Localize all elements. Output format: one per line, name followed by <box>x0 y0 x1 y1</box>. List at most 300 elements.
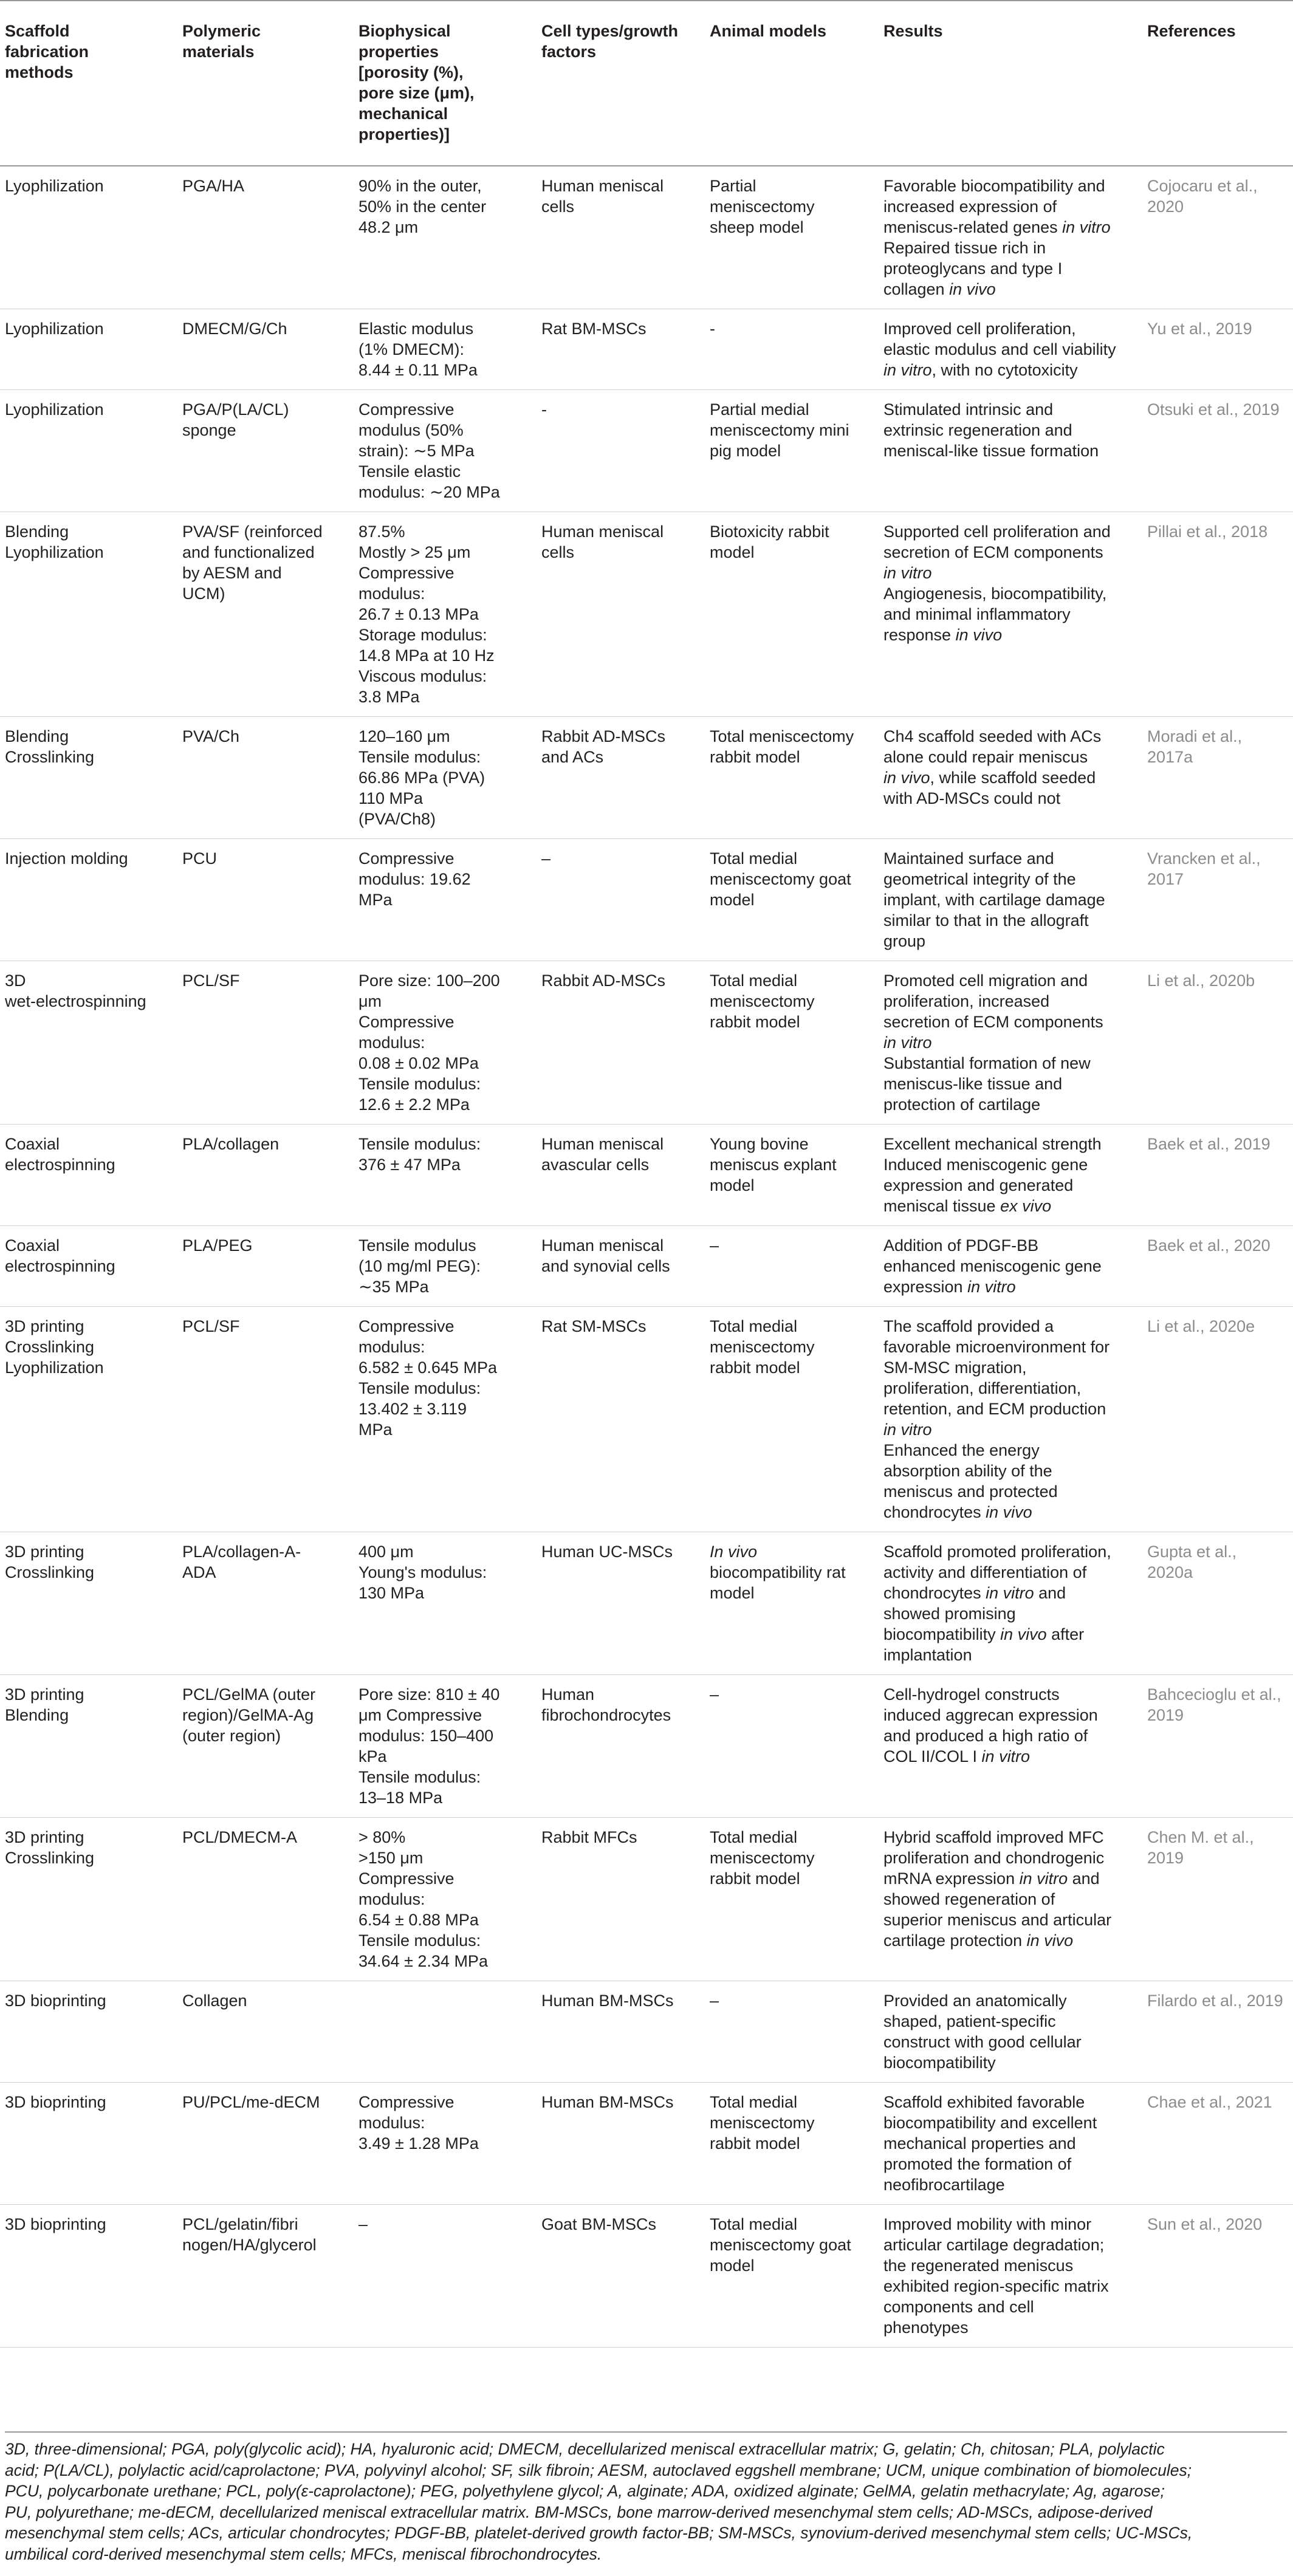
materials-cell-line: PVA/Ch <box>182 727 240 745</box>
cells-cell-line: cells <box>541 543 575 561</box>
results-cell-line: implantation <box>883 1646 972 1664</box>
cells-cell <box>533 839 701 961</box>
table-row <box>0 1675 1293 1818</box>
properties-cell-line: 8.44 ± 0.11 MPa <box>358 361 478 379</box>
method-cell <box>0 512 174 717</box>
animal-model-cell-line: meniscectomy <box>710 992 815 1010</box>
results-cell <box>875 839 1139 961</box>
italic-term: in vitro <box>883 1033 932 1052</box>
results-cell-line: with AD-MSCs could not <box>883 789 1061 807</box>
results-cell-line: group <box>883 932 926 950</box>
footnote-line: umbilical cord-derived mesenchymal stem cells; MFCs, meniscal fibrochondrocytes. <box>5 2544 602 2563</box>
results-cell-line: mechanical properties and <box>883 2134 1076 2153</box>
results-cell-line: geometrical integrity of the <box>883 870 1076 888</box>
results-cell-line: Excellent mechanical strength <box>883 1135 1102 1153</box>
materials-cell <box>174 717 350 839</box>
results-cell-line <box>883 1419 1130 1440</box>
table-row <box>0 1125 1293 1226</box>
animal-model-cell-line: – <box>710 1992 719 2010</box>
properties-cell-line: Compressive <box>358 564 454 582</box>
properties-cell-line: 13.402 ± 3.119 <box>358 1400 467 1418</box>
properties-cell-line: Compressive <box>358 849 454 868</box>
properties-cell-line: kPa <box>358 1747 387 1766</box>
animal-model-cell-line: Total medial <box>710 971 798 990</box>
results-cell-line: proliferation and chondrogenic <box>883 1849 1105 1867</box>
reference-cell[interactable] <box>1139 390 1293 512</box>
results-cell <box>875 309 1139 390</box>
results-cell-line: biocompatibility and excellent <box>883 2114 1097 2132</box>
results-cell-line: shaped, patient-specific <box>883 2012 1056 2030</box>
cells-cell-line: and synovial cells <box>541 1257 670 1275</box>
results-cell-line: Addition of PDGF-BB <box>883 1236 1039 1255</box>
animal-model-cell <box>701 1818 875 1981</box>
header-method <box>0 1 174 166</box>
materials-cell-line: PLA/PEG <box>182 1236 253 1255</box>
results-cell-line: collagen in vivo <box>883 280 996 298</box>
animal-model-cell <box>701 1675 875 1818</box>
properties-cell-line: strain): ∼5 MPa <box>358 442 475 460</box>
cells-cell <box>533 2205 701 2348</box>
properties-cell-line: Compressive <box>358 400 454 419</box>
header-properties-line: [porosity (%), <box>358 63 464 81</box>
properties-cell-line: >150 μm <box>358 1849 424 1867</box>
table-body <box>0 166 1293 2348</box>
animal-model-cell-line: meniscectomy <box>710 1338 815 1356</box>
header-properties-line: pore size (μm), <box>358 84 475 102</box>
reference-cell-line: Baek et al., 2020 <box>1147 1236 1271 1255</box>
table-row <box>0 1818 1293 1981</box>
properties-cell-line: 6.582 ± 0.645 MPa <box>358 1358 497 1377</box>
method-cell-line: Crosslinking <box>5 1563 95 1581</box>
footnote-line: acid; P(LA/CL), polylactic acid/caprolactone; PVA, polyvinyl alcohol; SF, silk fibroin; AESM, autoclaved eggshell membrane; UCM, unique combination of biomolecules; <box>5 2461 1192 2479</box>
results-cell-line: meniscus-like tissue and <box>883 1075 1063 1093</box>
method-cell-line: Lyophilization <box>5 320 104 338</box>
table-row <box>0 2083 1293 2205</box>
reference-cell-line: 2017 <box>1147 870 1184 888</box>
results-cell <box>875 390 1139 512</box>
reference-cell-line: Chen M. et al., <box>1147 1828 1254 1846</box>
properties-cell-line: Pore size: 810 ± 40 <box>358 1685 500 1704</box>
reference-cell[interactable] <box>1139 1675 1293 1818</box>
header-properties-line: mechanical <box>358 104 448 123</box>
reference-cell-line: Otsuki et al., 2019 <box>1147 400 1280 419</box>
animal-model-cell <box>701 717 875 839</box>
cells-cell-line: Rat SM-MSCs <box>541 1317 646 1335</box>
animal-model-cell-line: Total medial <box>710 2093 798 2111</box>
animal-model-cell-line: pig model <box>710 442 781 460</box>
results-cell-line: favorable microenvironment for <box>883 1338 1110 1356</box>
cells-cell-line: cells <box>541 197 575 216</box>
reference-cell-line: Li et al., 2020e <box>1147 1317 1255 1335</box>
properties-cell-line: Elastic modulus <box>358 320 474 338</box>
animal-model-cell <box>701 2205 875 2348</box>
animal-model-cell <box>701 1532 875 1675</box>
cells-cell-line: Rabbit AD-MSCs <box>541 727 666 745</box>
animal-model-cell-line: – <box>710 1236 719 1255</box>
animal-model-cell-line: biocompatibility rat <box>710 1563 846 1581</box>
method-cell <box>0 717 174 839</box>
properties-cell-line: 50% in the center <box>358 197 487 216</box>
reference-cell[interactable] <box>1139 1226 1293 1307</box>
results-cell <box>875 512 1139 717</box>
reference-cell-line: 2017a <box>1147 748 1193 766</box>
header-method-line: fabrication <box>5 43 89 61</box>
materials-cell <box>174 1818 350 1981</box>
method-cell-line: 3D printing <box>5 1317 84 1335</box>
cells-cell-line: - <box>541 400 547 419</box>
properties-cell-line: (10 mg/ml PEG): <box>358 1257 481 1275</box>
results-cell-line: induced aggrecan expression <box>883 1706 1098 1724</box>
properties-cell-line: 14.8 MPa at 10 Hz <box>358 646 495 665</box>
method-cell <box>0 1226 174 1307</box>
properties-cell-line: 66.86 MPa (PVA) <box>358 769 485 787</box>
materials-cell <box>174 390 350 512</box>
italic-term: in vivo <box>1000 1625 1047 1643</box>
header-references <box>1139 1 1293 166</box>
reference-cell[interactable] <box>1139 839 1293 961</box>
results-cell-line: exhibited region-specific matrix <box>883 2277 1109 2295</box>
reference-cell[interactable] <box>1139 166 1293 309</box>
properties-cell-line: Viscous modulus: <box>358 667 487 685</box>
properties-cell-line: 87.5% <box>358 522 405 541</box>
reference-cell[interactable] <box>1139 717 1293 839</box>
properties-cell-line: modulus: 19.62 <box>358 870 471 888</box>
cells-cell <box>533 1125 701 1226</box>
cells-cell-line: fibrochondrocytes <box>541 1706 671 1724</box>
results-cell-line: implant, with cartilage damage <box>883 891 1105 909</box>
properties-cell-line: 376 ± 47 MPa <box>358 1156 461 1174</box>
animal-model-cell-line: Total medial <box>710 2215 798 2233</box>
results-cell-line: construct with good cellular <box>883 2033 1082 2051</box>
method-cell <box>0 390 174 512</box>
method-cell-line: 3D bioprinting <box>5 2093 106 2111</box>
properties-cell-line: modulus: <box>358 1338 425 1356</box>
header-materials <box>174 1 350 166</box>
properties-cell <box>350 1125 533 1226</box>
results-cell-line: alone could repair meniscus <box>883 748 1088 766</box>
results-cell-line: increased expression of <box>883 197 1057 216</box>
reference-cell[interactable] <box>1139 512 1293 717</box>
properties-cell-line: Tensile modulus: <box>358 748 481 766</box>
cells-cell-line: and ACs <box>541 748 604 766</box>
animal-model-cell <box>701 1981 875 2083</box>
properties-cell-line: 34.64 ± 2.34 MPa <box>358 1952 488 1970</box>
results-cell-line: showed regeneration of <box>883 1890 1055 1908</box>
animal-model-cell <box>701 1125 875 1226</box>
properties-cell-line: 120–160 μm <box>358 727 450 745</box>
cells-cell-line: – <box>541 849 551 868</box>
cells-cell-line: Human BM-MSCs <box>541 2093 674 2111</box>
animal-model-cell <box>701 839 875 961</box>
method-cell <box>0 1307 174 1532</box>
results-cell-line: Promoted cell migration and <box>883 971 1088 990</box>
properties-cell-line: (1% DMECM): <box>358 340 464 358</box>
results-cell-line: Substantial formation of new <box>883 1054 1091 1072</box>
reference-cell[interactable] <box>1139 1125 1293 1226</box>
materials-cell-line: DMECM/G/Ch <box>182 320 287 338</box>
results-cell-line: meniscal-like tissue formation <box>883 442 1099 460</box>
properties-cell-line: 13–18 MPa <box>358 1789 443 1807</box>
cells-cell <box>533 717 701 839</box>
materials-cell-line: region)/GelMA-Ag <box>182 1706 314 1724</box>
materials-cell <box>174 1226 350 1307</box>
reference-cell[interactable] <box>1139 2083 1293 2205</box>
results-cell-line: Improved cell proliferation, <box>883 320 1076 338</box>
results-cell-line: COL II/COL I in vitro <box>883 1747 1031 1766</box>
cells-cell-line: Rabbit MFCs <box>541 1828 637 1846</box>
header-properties-line: properties <box>358 43 439 61</box>
results-cell-line: biocompatibility in vivo after <box>883 1625 1085 1643</box>
results-cell <box>875 1532 1139 1675</box>
italic-term: in vivo <box>883 769 930 787</box>
method-cell-line: 3D <box>5 971 26 990</box>
animal-model-cell-line: meniscectomy <box>710 197 815 216</box>
reference-cell-line: Pillai et al., 2018 <box>1147 522 1268 541</box>
properties-cell-line: Compressive <box>358 1013 454 1031</box>
results-cell-line: retention, and ECM production <box>883 1400 1106 1418</box>
animal-model-cell-line: Total medial <box>710 1317 798 1335</box>
results-cell-line: articular cartilage degradation; <box>883 2236 1105 2254</box>
table-header <box>0 1 1293 166</box>
reference-cell[interactable] <box>1139 309 1293 390</box>
properties-cell-line: MPa <box>358 891 393 909</box>
header-animal <box>701 1 875 166</box>
animal-model-cell <box>701 309 875 390</box>
properties-cell-line: Tensile modulus <box>358 1236 476 1255</box>
animal-model-cell-line: rabbit model <box>710 1869 800 1888</box>
cells-cell-line: Human meniscal <box>541 1135 664 1153</box>
method-cell <box>0 1532 174 1675</box>
materials-cell <box>174 309 350 390</box>
properties-cell-line: μm <box>358 992 382 1010</box>
results-cell-line: neofibrocartilage <box>883 2176 1005 2194</box>
animal-model-cell <box>701 390 875 512</box>
results-cell-line: in vivo, while scaffold seeded <box>883 769 1096 787</box>
materials-cell <box>174 1125 350 1226</box>
cells-cell <box>533 1532 701 1675</box>
reference-cell[interactable] <box>1139 1532 1293 1675</box>
results-cell <box>875 166 1139 309</box>
reference-cell[interactable] <box>1139 1818 1293 1981</box>
results-cell-line: in vitro, with no cytotoxicity <box>883 361 1078 379</box>
results-cell-line: extrinsic regeneration and <box>883 421 1072 439</box>
properties-cell-line: Mostly > 25 μm <box>358 543 471 561</box>
reference-cell[interactable] <box>1139 1307 1293 1532</box>
header-method-line: methods <box>5 63 74 81</box>
method-cell-line: 3D printing <box>5 1828 84 1846</box>
results-cell-line: Scaffold promoted proliferation, <box>883 1543 1111 1561</box>
header-properties-line: properties)] <box>358 125 450 143</box>
materials-cell-line: PU/PCL/me-dECM <box>182 2093 320 2111</box>
properties-cell-line: 3.49 ± 1.28 MPa <box>358 2134 479 2153</box>
properties-cell-line: Compressive <box>358 1869 454 1888</box>
materials-cell <box>174 839 350 961</box>
results-cell-line: Stimulated intrinsic and <box>883 400 1054 419</box>
cells-cell-line: Human UC-MSCs <box>541 1543 673 1561</box>
properties-cell-line: Storage modulus: <box>358 626 487 644</box>
results-cell-line: Improved mobility with minor <box>883 2215 1092 2233</box>
table-row <box>0 512 1293 717</box>
properties-cell-line: – <box>358 2215 368 2233</box>
results-cell <box>875 1226 1139 1307</box>
italic-term: in vitro <box>1062 218 1111 236</box>
italic-term: in vitro <box>883 1420 932 1439</box>
table-row <box>0 717 1293 839</box>
method-cell <box>0 839 174 961</box>
materials-cell <box>174 1675 350 1818</box>
cells-cell-line: Goat BM-MSCs <box>541 2215 657 2233</box>
cells-cell-line: Human meniscal <box>541 1236 664 1255</box>
method-cell-line: Lyophilization <box>5 543 104 561</box>
results-cell <box>875 2083 1139 2205</box>
results-cell-line: protection of cartilage <box>883 1095 1041 1114</box>
properties-cell-line: 130 MPa <box>358 1584 425 1602</box>
properties-cell-line: modulus: 150–400 <box>358 1727 494 1745</box>
header-properties-line: Biophysical <box>358 22 451 40</box>
method-cell-line: Lyophilization <box>5 177 104 195</box>
method-cell-line: Coaxial <box>5 1135 60 1153</box>
materials-cell-line: UCM) <box>182 584 225 603</box>
properties-cell-line: modulus: <box>358 1033 425 1052</box>
properties-cell <box>350 390 533 512</box>
results-cell-line: proliferation, differentiation, <box>883 1379 1082 1397</box>
reference-cell[interactable] <box>1139 2205 1293 2348</box>
materials-cell-line: PVA/SF (reinforced <box>182 522 323 541</box>
cells-cell-line: Rat BM-MSCs <box>541 320 646 338</box>
properties-cell-line: (PVA/Ch8) <box>358 810 436 828</box>
table-row <box>0 1226 1293 1307</box>
table-row <box>0 309 1293 390</box>
method-cell <box>0 1675 174 1818</box>
properties-cell-line: modulus (50% <box>358 421 464 439</box>
method-cell-line: Lyophilization <box>5 1358 104 1377</box>
properties-cell-line: 12.6 ± 2.2 MPa <box>358 1095 470 1114</box>
reference-cell-line: Filardo et al., 2019 <box>1147 1992 1283 2010</box>
properties-cell-line: Tensile modulus: <box>358 1768 481 1786</box>
header-cells-line: factors <box>541 43 597 61</box>
footnote-line: PCU, polycarbonate urethane; PCL, poly(ε-caprolactone); PEG, polyethylene glycol; A, alginate; ADA, oxidized alginate; GelMA, gelatin methacrylate; Ag, agarose; <box>5 2482 1165 2500</box>
results-cell-line: enhanced meniscogenic gene <box>883 1257 1102 1275</box>
properties-cell-line: MPa <box>358 1420 393 1439</box>
italic-term: in vivo <box>986 1503 1032 1521</box>
method-cell-line: Crosslinking <box>5 748 95 766</box>
method-cell-line: Crosslinking <box>5 1849 95 1867</box>
properties-cell-line: Young's modulus: <box>358 1563 487 1581</box>
header-references-line: References <box>1147 22 1236 40</box>
cells-cell <box>533 1307 701 1532</box>
table-row <box>0 2205 1293 2348</box>
method-cell-line: Blending <box>5 1706 69 1724</box>
animal-model-cell <box>701 166 875 309</box>
materials-cell-line: PCL/gelatin/fibri <box>182 2215 298 2233</box>
materials-cell-line: and functionalized <box>182 543 315 561</box>
reference-cell[interactable] <box>1139 1981 1293 2083</box>
results-cell <box>875 1675 1139 1818</box>
italic-term: in vivo <box>1026 1931 1074 1950</box>
table-footnote <box>5 2431 1287 2564</box>
cells-cell <box>533 512 701 717</box>
table-row <box>0 390 1293 512</box>
properties-cell <box>350 1226 533 1307</box>
method-cell <box>0 2083 174 2205</box>
cells-cell <box>533 961 701 1125</box>
table-row <box>0 166 1293 309</box>
results-cell-line: expression in vitro <box>883 1278 1016 1296</box>
properties-cell <box>350 1981 533 2083</box>
results-cell-line: elastic modulus and cell viability <box>883 340 1116 358</box>
animal-model-cell <box>701 512 875 717</box>
properties-cell <box>350 1675 533 1818</box>
results-cell-line: Repaired tissue rich in <box>883 239 1046 257</box>
header-materials-line: materials <box>182 43 255 61</box>
method-cell <box>0 166 174 309</box>
properties-cell-line: modulus: <box>358 2114 425 2132</box>
results-cell-line: secretion of ECM components <box>883 1013 1103 1031</box>
results-cell-line: Hybrid scaffold improved MFC <box>883 1828 1104 1846</box>
properties-cell-line: Pore size: 100–200 <box>358 971 500 990</box>
animal-model-cell-line: Total meniscectomy <box>710 727 854 745</box>
cells-cell <box>533 2083 701 2205</box>
animal-model-cell-line: meniscectomy <box>710 1849 815 1867</box>
results-cell-line: Induced meniscogenic gene <box>883 1156 1088 1174</box>
reference-cell[interactable] <box>1139 961 1293 1125</box>
results-cell-line: cartilage protection in vivo <box>883 1931 1074 1950</box>
method-cell <box>0 1818 174 1981</box>
materials-cell <box>174 1307 350 1532</box>
reference-cell-line: 2019 <box>1147 1706 1184 1724</box>
method-cell-line: electrospinning <box>5 1156 115 1174</box>
properties-cell-line: modulus: ∼20 MPa <box>358 483 500 501</box>
reference-cell-line: Cojocaru et al., <box>1147 177 1258 195</box>
results-cell-line: proteoglycans and type I <box>883 259 1063 278</box>
animal-model-cell-line: model <box>710 1176 755 1194</box>
animal-model-cell-line: meniscectomy <box>710 2114 815 2132</box>
results-cell-line: secretion of ECM components <box>883 543 1103 561</box>
results-cell-line: biocompatibility <box>883 2054 996 2072</box>
results-cell-line: Ch4 scaffold seeded with ACs <box>883 727 1102 745</box>
results-cell-line: Scaffold exhibited favorable <box>883 2093 1085 2111</box>
properties-cell-line: 110 MPa <box>358 789 424 807</box>
table-row <box>0 1307 1293 1532</box>
cells-cell <box>533 1818 701 1981</box>
results-cell <box>875 2205 1139 2348</box>
results-cell-line: phenotypes <box>883 2318 969 2337</box>
properties-cell-line: Compressive <box>358 2093 454 2111</box>
method-cell <box>0 1981 174 2083</box>
properties-cell <box>350 717 533 839</box>
header-cells <box>533 1 701 166</box>
header-method-line: Scaffold <box>5 22 70 40</box>
animal-model-cell-line: - <box>710 320 715 338</box>
reference-cell-line: 2020 <box>1147 197 1184 216</box>
animal-model-cell-line: rabbit model <box>710 748 800 766</box>
animal-model-cell <box>701 2083 875 2205</box>
properties-cell-line: > 80% <box>358 1828 406 1846</box>
animal-model-cell-line: meniscectomy mini <box>710 421 849 439</box>
reference-cell-line: Li et al., 2020b <box>1147 971 1255 990</box>
materials-cell-line: Collagen <box>182 1992 247 2010</box>
animal-model-cell-line: meniscus explant <box>710 1156 837 1174</box>
animal-model-cell-line: Young bovine <box>710 1135 809 1153</box>
materials-cell-line: PCL/GelMA (outer <box>182 1685 316 1704</box>
materials-cell <box>174 2205 350 2348</box>
properties-cell-line: Compressive <box>358 1317 454 1335</box>
results-cell-line: meniscus-related genes in vitro <box>883 218 1111 236</box>
animal-model-cell-line: Total medial <box>710 1828 798 1846</box>
method-cell-line: Lyophilization <box>5 400 104 419</box>
materials-cell-line: PLA/collagen-A- <box>182 1543 301 1561</box>
method-cell-line: Coaxial <box>5 1236 60 1255</box>
